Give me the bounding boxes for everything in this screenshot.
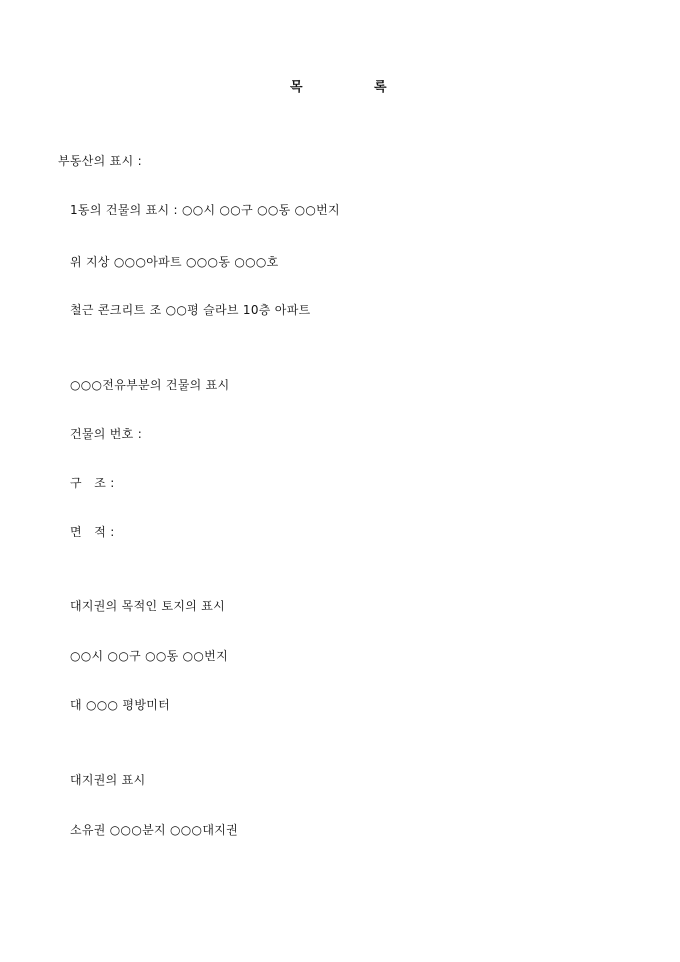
- ownership-share-line: 소유권 ○○○분지 ○○○대지권: [70, 823, 238, 837]
- land-area-line: 대 ○○○ 평방미터: [70, 698, 171, 712]
- land-address-line: ○○시 ○○구 ○○동 ○○번지: [70, 649, 228, 663]
- title-char-1: 목: [290, 80, 303, 95]
- document-title: [0, 80, 680, 100]
- land-right-heading: 대지권의 표시: [70, 773, 146, 787]
- building-description-line: 1동의 건물의 표시 : ○○시 ○○구 ○○동 ○○번지: [70, 203, 340, 217]
- area-label: 면 적 :: [70, 525, 115, 539]
- building-number-label: 건물의 번호 :: [70, 427, 143, 441]
- land-right-target-heading: 대지권의 목적인 토지의 표시: [70, 599, 226, 613]
- title-char-2: 록: [374, 80, 387, 95]
- building-structure-line: 철근 콘크리트 조 ○○평 슬라브 10층 아파트: [70, 303, 311, 317]
- exclusive-part-heading: ○○○전유부분의 건물의 표시: [70, 378, 230, 392]
- property-heading: 부동산의 표시 :: [58, 154, 142, 168]
- apartment-location-line: 위 지상 ○○○아파트 ○○○동 ○○○호: [70, 255, 279, 269]
- structure-label: 구 조 :: [70, 476, 115, 490]
